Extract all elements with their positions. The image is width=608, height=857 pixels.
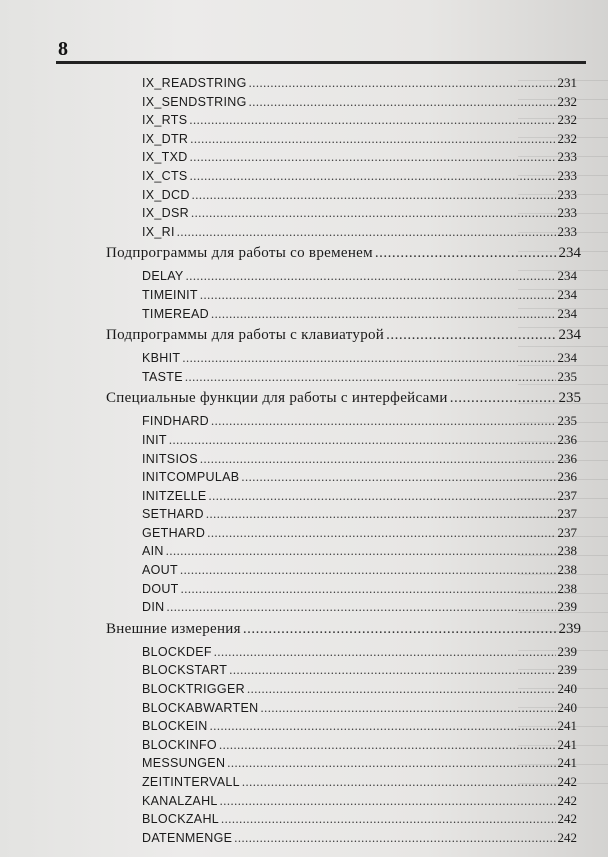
toc-subentry: [0, 451, 577, 470]
toc-subentry: [0, 131, 577, 150]
toc-entry-label: TASTE: [142, 369, 183, 384]
dot-leader: [209, 489, 556, 504]
toc-entry-label: Подпрограммы для работы со временем: [106, 245, 373, 262]
dot-leader: [375, 245, 557, 262]
toc-section-entry: [0, 242, 581, 268]
toc-entry-label: IX_DCD: [142, 187, 190, 202]
toc-section-entry: [0, 387, 581, 413]
dot-leader: [221, 812, 555, 827]
toc-subentry: [0, 306, 577, 325]
dot-leader: [249, 95, 556, 110]
dot-leader: [227, 756, 555, 771]
toc-entry-page: 234: [557, 268, 577, 284]
toc-subentry: [0, 506, 577, 525]
dot-leader: [210, 719, 556, 734]
toc-section-entry: [0, 324, 581, 350]
toc-entry-page: 235: [557, 413, 577, 429]
dot-leader: [214, 645, 556, 660]
toc-entry-label: Внешние измерения: [106, 620, 241, 637]
toc-subentry: [0, 94, 577, 113]
dot-leader: [450, 390, 557, 407]
toc-entry-page: 232: [557, 93, 577, 109]
dot-leader: [181, 582, 556, 597]
toc-subentry: [0, 755, 577, 774]
toc-subentry: [0, 75, 577, 94]
table-of-contents: [0, 75, 608, 848]
toc-subentry: [0, 112, 577, 131]
toc-entry-page: 233: [557, 149, 577, 165]
dot-leader: [166, 544, 556, 559]
toc-entry-label: IX_SENDSTRING: [142, 94, 247, 109]
dot-leader: [207, 526, 555, 541]
toc-entry-label: FINDHARD: [142, 414, 209, 429]
toc-subentry: [0, 488, 577, 507]
dot-leader: [169, 433, 556, 448]
toc-section-entry: [0, 618, 581, 644]
toc-entry-label: IX_TXD: [142, 150, 188, 165]
toc-entry-page: 239: [557, 662, 577, 678]
toc-entry-page: 239: [558, 620, 581, 637]
toc-subentry: [0, 562, 577, 581]
toc-entry-label: IX_CTS: [142, 168, 188, 183]
toc-entry-label: BLOCKEIN: [142, 719, 208, 734]
toc-subentry: [0, 830, 577, 849]
toc-entry-page: 232: [557, 130, 577, 146]
toc-entry-page: 233: [557, 205, 577, 221]
toc-entry-page: 231: [557, 75, 577, 90]
toc-entry-page: 236: [557, 450, 577, 466]
toc-entry-page: 234: [557, 286, 577, 302]
toc-entry-page: 241: [557, 718, 577, 734]
dot-leader: [249, 76, 556, 91]
toc-entry-page: 238: [557, 543, 577, 559]
toc-entry-page: 236: [557, 469, 577, 485]
toc-subentry: [0, 469, 577, 488]
toc-entry-label: AIN: [142, 544, 164, 559]
toc-entry-page: 234: [558, 327, 581, 344]
toc-entry-label: INITCOMPULAB: [142, 470, 240, 485]
toc-entry-page: 233: [557, 223, 577, 239]
toc-entry-label: IX_RI: [142, 224, 175, 239]
toc-entry-page: 235: [557, 368, 577, 384]
toc-entry-page: 234: [557, 350, 577, 366]
toc-subentry: [0, 525, 577, 544]
toc-entry-page: 233: [557, 186, 577, 202]
toc-entry-label: DOUT: [142, 581, 179, 596]
dot-leader: [186, 269, 556, 284]
dot-leader: [247, 682, 556, 697]
dot-leader: [242, 775, 556, 790]
toc-subentry: [0, 287, 577, 306]
toc-entry-page: 242: [557, 811, 577, 827]
toc-entry-label: BLOCKTRIGGER: [142, 682, 245, 697]
toc-entry-label: IX_DSR: [142, 206, 189, 221]
dot-leader: [190, 132, 555, 147]
toc-entry-page: 234: [558, 245, 581, 262]
dot-leader: [191, 206, 556, 221]
toc-subentry: [0, 168, 577, 187]
toc-subentry: [0, 811, 577, 830]
toc-subentry: [0, 644, 577, 663]
toc-entry-label: DELAY: [142, 269, 184, 284]
dot-leader: [189, 113, 555, 128]
toc-subentry: [0, 413, 577, 432]
dot-leader: [243, 621, 557, 638]
dot-leader: [211, 414, 556, 429]
toc-entry-page: 241: [557, 736, 577, 752]
toc-entry-page: 242: [557, 829, 577, 845]
toc-entry-page: 235: [558, 390, 581, 407]
toc-subentry: [0, 774, 577, 793]
toc-subentry: [0, 268, 577, 287]
toc-subentry: [0, 662, 577, 681]
toc-subentry: [0, 205, 577, 224]
dot-leader: [177, 225, 556, 240]
toc-entry-page: 240: [557, 699, 577, 715]
toc-entry-page: 239: [557, 643, 577, 659]
dot-leader: [241, 470, 555, 485]
toc-subentry: [0, 224, 577, 243]
dot-leader: [182, 351, 555, 366]
toc-entry-page: 242: [557, 774, 577, 789]
dot-leader: [166, 600, 555, 615]
toc-entry-label: IX_RTS: [142, 113, 188, 128]
toc-entry-label: Подпрограммы для работы с клавиатурой: [106, 327, 385, 344]
dot-leader: [260, 701, 555, 716]
toc-entry-label: BLOCKINFO: [142, 737, 217, 752]
dot-leader: [200, 452, 556, 467]
dot-leader: [386, 327, 556, 344]
toc-entry-label: INIT: [142, 432, 167, 447]
toc-entry-page: 242: [557, 792, 577, 808]
toc-entry-label: AOUT: [142, 563, 178, 578]
dot-leader: [220, 794, 556, 809]
toc-subentry: [0, 793, 577, 812]
dot-leader: [206, 507, 556, 522]
page-number: 8: [58, 38, 68, 60]
toc-entry-label: INITSIOS: [142, 451, 198, 466]
toc-subentry: [0, 681, 577, 700]
toc-entry-label: IX_READSTRING: [142, 76, 247, 90]
toc-entry-label: BLOCKABWARTEN: [142, 700, 259, 715]
dot-leader: [234, 831, 555, 846]
dot-leader: [200, 288, 556, 303]
toc-entry-page: 237: [557, 487, 577, 503]
toc-entry-page: 233: [557, 167, 577, 183]
dot-leader: [180, 563, 556, 578]
toc-entry-page: 241: [557, 755, 577, 771]
toc-subentry: [0, 149, 577, 168]
header-rule: [56, 61, 586, 64]
toc-entry-page: 236: [557, 431, 577, 447]
toc-subentry: [0, 737, 577, 756]
toc-subentry: [0, 718, 577, 737]
toc-entry-label: SETHARD: [142, 507, 204, 522]
toc-entry-label: DATENMENGE: [142, 830, 233, 845]
toc-entry-label: IX_DTR: [142, 131, 189, 146]
dot-leader: [190, 150, 556, 165]
toc-subentry: [0, 543, 577, 562]
toc-entry-label: ZEITINTERVALL: [142, 775, 240, 789]
toc-entry-page: 238: [557, 580, 577, 596]
toc-subentry: [0, 599, 577, 618]
dot-leader: [211, 307, 556, 322]
toc-entry-label: DIN: [142, 600, 165, 615]
toc-entry-page: 234: [557, 305, 577, 321]
toc-entry-page: 239: [557, 599, 577, 615]
toc-entry-page: 240: [557, 681, 577, 697]
toc-entry-label: KBHIT: [142, 351, 181, 366]
toc-entry-label: TIMEINIT: [142, 287, 198, 302]
toc-subentry: [0, 187, 577, 206]
toc-entry-label: BLOCKDEF: [142, 644, 212, 659]
dot-leader: [229, 663, 555, 678]
toc-entry-page: 237: [557, 506, 577, 522]
toc-entry-label: TIMEREAD: [142, 306, 209, 321]
toc-entry-label: KANALZAHL: [142, 793, 218, 808]
toc-entry-label: MESSUNGEN: [142, 756, 226, 771]
toc-entry-page: 237: [557, 524, 577, 540]
toc-subentry: [0, 700, 577, 719]
toc-entry-label: GETHARD: [142, 525, 206, 540]
dot-leader: [185, 370, 556, 385]
toc-entry-label: BLOCKZAHL: [142, 812, 220, 827]
toc-subentry: [0, 350, 577, 369]
toc-entry-page: 238: [557, 562, 577, 578]
toc-subentry: [0, 581, 577, 600]
toc-subentry: [0, 432, 577, 451]
toc-entry-label: Специальные функции для работы с интерфейсами: [106, 390, 448, 407]
toc-subentry: [0, 369, 577, 388]
dot-leader: [190, 169, 556, 184]
dot-leader: [192, 188, 556, 203]
toc-entry-label: INITZELLE: [142, 488, 207, 503]
toc-entry-label: BLOCKSTART: [142, 663, 228, 678]
dot-leader: [219, 738, 556, 753]
toc-entry-page: 232: [557, 112, 577, 128]
